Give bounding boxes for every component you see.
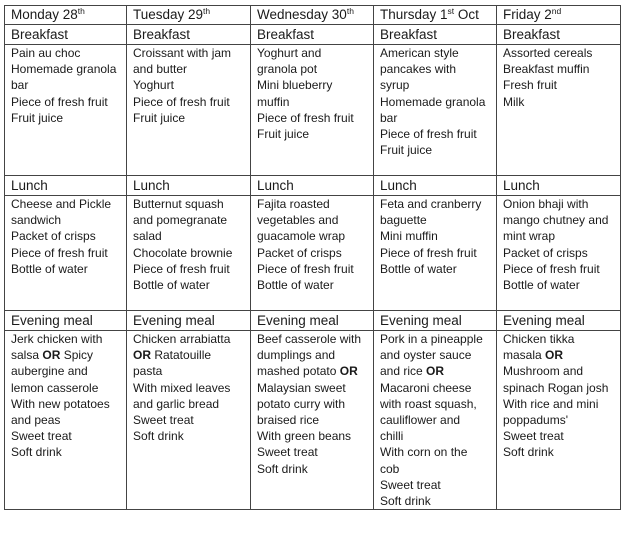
menu-item-line (503, 94, 620, 110)
menu-item-line (133, 261, 250, 277)
menu-item-line (380, 110, 496, 126)
menu-item-text: Piece of fresh fruit (257, 261, 354, 276)
menu-item-line (257, 61, 373, 77)
menu-item-text: Cheese and Pickle (11, 197, 112, 211)
menu-item-text: lemon casserole (11, 380, 99, 395)
menu-item-text: Piece of fresh fruit (11, 94, 108, 109)
menu-item-line (257, 277, 373, 293)
menu-item-line (133, 94, 250, 110)
lunch-label-tuesday: Lunch (127, 176, 251, 196)
menu-item-text: Piece of fresh fruit (503, 261, 600, 276)
menu-item-text: Chicken tikka (503, 332, 575, 346)
breakfast-label-thursday: Breakfast (374, 25, 497, 45)
menu-item-line (503, 261, 620, 277)
menu-item-line (380, 212, 496, 228)
menu-item-line (257, 261, 373, 277)
menu-item-text: Bottle of water (133, 278, 210, 293)
menu-item-text: Soft drink (503, 445, 554, 460)
menu-item-text: sandwich (11, 213, 62, 228)
menu-item-text: Fresh fruit (503, 78, 558, 93)
weekly-menu-table (4, 5, 621, 510)
menu-item-text: Fajita roasted (257, 197, 330, 211)
menu-item-line (503, 61, 620, 77)
menu-item-line (133, 77, 250, 93)
menu-item-line (503, 363, 620, 379)
menu-item-text: With rice and mini (503, 396, 599, 411)
menu-item-text: With green beans (257, 429, 352, 444)
menu-item-line (257, 331, 373, 347)
breakfast-items-monday (5, 45, 127, 176)
menu-item-line (133, 45, 250, 61)
menu-item-line (380, 245, 496, 261)
menu-item-line (380, 380, 496, 396)
or-keyword: OR (42, 348, 61, 363)
menu-item-line (133, 380, 250, 396)
menu-item-line (257, 94, 373, 110)
menu-item-line (257, 228, 373, 244)
menu-item-text: Fruit juice (257, 127, 310, 142)
menu-item-text: aubergine and (11, 364, 88, 379)
menu-item-text: cauliflower and (380, 413, 461, 428)
lunch-items-monday (5, 196, 127, 311)
day-header-row (5, 6, 621, 25)
menu-item-text: poppadums' (503, 413, 569, 428)
menu-item-line (380, 347, 496, 363)
menu-item-line (133, 412, 250, 428)
menu-item-text: Sweet treat (257, 445, 318, 460)
evening-meal-items-thursday (374, 331, 497, 510)
evening-meal-label-wednesday: Evening meal (251, 311, 374, 331)
menu-item-text: bar (11, 78, 29, 93)
day-header-wednesday: Wednesday 30th (251, 6, 374, 25)
evening-meal-label-friday: Evening meal (497, 311, 621, 331)
menu-item-line (11, 45, 126, 61)
menu-item-text: chilli (380, 429, 404, 444)
menu-item-line (380, 261, 496, 277)
menu-item-line (133, 196, 250, 212)
menu-item-text: muffin (257, 94, 290, 109)
breakfast-label-friday: Breakfast (497, 25, 621, 45)
menu-item-text: Ratatouille (151, 348, 212, 363)
breakfast-items-row (5, 45, 621, 176)
menu-item-line (257, 77, 373, 93)
menu-item-line (257, 126, 373, 142)
menu-item-line (257, 428, 373, 444)
evening-meal-items-monday (5, 331, 127, 510)
breakfast-items-tuesday (127, 45, 251, 176)
menu-item-text: and rice (380, 364, 427, 379)
menu-item-line (257, 212, 373, 228)
evening-meal-items-row (5, 331, 621, 510)
menu-item-text: cob (380, 461, 400, 476)
menu-item-line (11, 228, 126, 244)
menu-item-line (257, 396, 373, 412)
menu-item-line (11, 77, 126, 93)
menu-item-text: and garlic bread (133, 396, 220, 411)
menu-item-text: Butternut squash (133, 197, 224, 211)
menu-item-text: Mini blueberry (257, 78, 333, 93)
breakfast-label-wednesday: Breakfast (251, 25, 374, 45)
menu-item-text: Soft drink (380, 494, 431, 509)
menu-item-text: Jerk chicken with (11, 332, 103, 346)
menu-item-text: Bottle of water (503, 278, 580, 293)
menu-item-text: salsa (11, 348, 43, 363)
evening-meal-label-row (5, 311, 621, 331)
menu-item-text: Spicy (60, 348, 94, 363)
menu-item-text: Soft drink (11, 445, 62, 460)
menu-item-line (133, 245, 250, 261)
or-keyword: OR (133, 348, 151, 363)
menu-item-text: Sweet treat (503, 429, 564, 444)
menu-item-text: With mixed leaves (133, 380, 231, 395)
menu-item-text: and peas (11, 413, 61, 428)
menu-item-line (380, 331, 496, 347)
menu-item-text: braised rice (257, 413, 320, 428)
menu-item-line (11, 212, 126, 228)
lunch-items-thursday (374, 196, 497, 311)
menu-item-text: Breakfast muffin (503, 62, 590, 77)
menu-item-line (503, 347, 620, 363)
menu-item-line (503, 428, 620, 444)
menu-item-text: and pomegranate (133, 213, 228, 228)
breakfast-items-friday (497, 45, 621, 176)
menu-item-line (133, 428, 250, 444)
evening-meal-label-monday: Evening meal (5, 311, 127, 331)
menu-item-text: bar (380, 110, 398, 125)
menu-item-line (11, 61, 126, 77)
breakfast-label-tuesday: Breakfast (127, 25, 251, 45)
menu-item-text: American style (380, 46, 459, 60)
menu-item-text: syrup (380, 78, 410, 93)
menu-item-text: and oyster sauce (380, 348, 472, 363)
menu-item-text: Beef casserole with (257, 332, 362, 346)
evening-meal-items-tuesday (127, 331, 251, 510)
menu-item-line (257, 110, 373, 126)
menu-item-line (257, 380, 373, 396)
menu-item-text: Piece of fresh fruit (257, 110, 354, 125)
menu-item-text: Fruit juice (11, 110, 64, 125)
lunch-items-wednesday (251, 196, 374, 311)
menu-item-text: pasta (133, 364, 163, 379)
menu-item-text: Mushroom and (503, 364, 584, 379)
menu-item-text: with roast squash, (380, 396, 477, 411)
menu-item-text: Malaysian sweet (257, 380, 346, 395)
menu-item-text: masala (503, 348, 546, 363)
menu-item-line (380, 444, 496, 460)
menu-item-line (11, 94, 126, 110)
menu-item-text: Yoghurt (133, 78, 174, 93)
day-header-tuesday: Tuesday 29th (127, 6, 251, 25)
menu-item-text: Piece of fresh fruit (11, 245, 108, 260)
menu-item-text: With corn on the (380, 445, 468, 460)
menu-item-line (11, 428, 126, 444)
menu-item-line (503, 228, 620, 244)
menu-item-text: Pain au choc (11, 46, 81, 60)
menu-item-line (257, 45, 373, 61)
menu-item-line (380, 196, 496, 212)
menu-item-line (11, 412, 126, 428)
menu-item-text: spinach Rogan josh (503, 380, 609, 395)
breakfast-items-wednesday (251, 45, 374, 176)
or-keyword: OR (545, 348, 564, 363)
menu-item-text: Croissant with jam (133, 46, 232, 60)
menu-item-line (503, 380, 620, 396)
menu-item-text: Bottle of water (257, 278, 334, 293)
menu-item-line (503, 245, 620, 261)
or-keyword: OR (426, 364, 445, 379)
menu-item-text: granola pot (257, 62, 318, 77)
day-header-friday: Friday 2nd (497, 6, 621, 25)
menu-item-text: Yoghurt and (257, 46, 322, 60)
menu-item-text: Piece of fresh fruit (380, 127, 477, 142)
menu-item-line (257, 444, 373, 460)
menu-item-line (11, 245, 126, 261)
menu-item-line (503, 412, 620, 428)
menu-item-line (11, 347, 126, 363)
breakfast-label-row (5, 25, 621, 45)
lunch-label-friday: Lunch (497, 176, 621, 196)
day-header-monday: Monday 28th (5, 6, 127, 25)
menu-item-text: Pork in a pineapple (380, 332, 483, 346)
menu-item-text: mint wrap (503, 229, 556, 244)
menu-item-line (503, 77, 620, 93)
menu-item-line (380, 126, 496, 142)
evening-meal-items-friday (497, 331, 621, 510)
menu-item-text: Fruit juice (133, 110, 186, 125)
menu-item-line (257, 245, 373, 261)
menu-item-line (257, 412, 373, 428)
or-keyword: OR (339, 364, 358, 379)
menu-item-line (380, 477, 496, 493)
menu-item-line (503, 277, 620, 293)
menu-item-text: Piece of fresh fruit (133, 261, 230, 276)
menu-item-line (380, 461, 496, 477)
lunch-label-thursday: Lunch (374, 176, 497, 196)
menu-item-line (380, 77, 496, 93)
menu-item-text: Soft drink (257, 461, 308, 476)
menu-item-line (380, 228, 496, 244)
menu-item-line (380, 45, 496, 61)
menu-item-text: Macaroni cheese (380, 380, 472, 395)
menu-item-text: Piece of fresh fruit (380, 245, 477, 260)
menu-item-text: Feta and cranberry (380, 197, 482, 211)
menu-item-line (133, 363, 250, 379)
menu-item-text: Milk (503, 94, 525, 109)
menu-item-line (257, 347, 373, 363)
menu-item-line (11, 261, 126, 277)
menu-item-line (133, 228, 250, 244)
menu-item-line (11, 444, 126, 460)
menu-item-text: Fruit juice (380, 143, 433, 158)
menu-item-text: Packet of crisps (503, 245, 588, 260)
menu-item-line (133, 277, 250, 293)
menu-item-line (380, 396, 496, 412)
menu-item-text: With new potatoes (11, 396, 110, 411)
menu-item-text: guacamole wrap (257, 229, 346, 244)
evening-meal-label-thursday: Evening meal (374, 311, 497, 331)
menu-item-line (380, 142, 496, 158)
menu-item-text: dumplings and (257, 348, 336, 363)
menu-item-text: Bottle of water (11, 261, 88, 276)
menu-item-line (11, 396, 126, 412)
menu-item-line (133, 331, 250, 347)
menu-item-text: Homemade granola (380, 94, 486, 109)
menu-item-text: baguette (380, 213, 427, 228)
menu-item-text: potato curry with (257, 396, 346, 411)
menu-item-text: mango chutney and (503, 213, 609, 228)
menu-item-text: Bottle of water (380, 261, 457, 276)
menu-item-line (503, 196, 620, 212)
menu-item-line (133, 396, 250, 412)
menu-item-text: Chocolate brownie (133, 245, 233, 260)
menu-item-text: and butter (133, 62, 188, 77)
menu-item-text: Soft drink (133, 429, 184, 444)
menu-item-text: Chicken arrabiatta (133, 332, 231, 346)
menu-item-line (380, 428, 496, 444)
menu-item-line (11, 363, 126, 379)
menu-item-text: Packet of crisps (257, 245, 342, 260)
menu-item-line (257, 363, 373, 379)
menu-item-line (380, 94, 496, 110)
day-header-thursday: Thursday 1st Oct (374, 6, 497, 25)
lunch-items-friday (497, 196, 621, 311)
lunch-items-tuesday (127, 196, 251, 311)
menu-item-text: pancakes with (380, 62, 457, 77)
menu-item-text: Sweet treat (133, 413, 194, 428)
menu-item-line (11, 110, 126, 126)
menu-item-text: mashed potato (257, 364, 340, 379)
menu-item-text: Assorted cereals (503, 46, 593, 60)
menu-item-line (133, 212, 250, 228)
menu-item-line (133, 61, 250, 77)
menu-item-text: Sweet treat (380, 477, 441, 492)
menu-item-line (380, 363, 496, 379)
menu-item-line (380, 493, 496, 509)
menu-item-line (11, 196, 126, 212)
menu-item-line (380, 61, 496, 77)
menu-item-text: Homemade granola (11, 62, 117, 77)
menu-item-text: Packet of crisps (11, 229, 96, 244)
menu-item-line (503, 212, 620, 228)
menu-item-line (257, 461, 373, 477)
lunch-label-monday: Lunch (5, 176, 127, 196)
menu-item-line (503, 331, 620, 347)
menu-item-text: salad (133, 229, 162, 244)
menu-item-text: Piece of fresh fruit (133, 94, 230, 109)
lunch-label-wednesday: Lunch (251, 176, 374, 196)
menu-item-line (257, 196, 373, 212)
menu-item-line (133, 110, 250, 126)
menu-item-line (11, 331, 126, 347)
menu-item-text: Sweet treat (11, 429, 72, 444)
lunch-label-row (5, 176, 621, 196)
menu-item-text: Onion bhaji with (503, 197, 589, 211)
breakfast-label-monday: Breakfast (5, 25, 127, 45)
menu-item-line (133, 347, 250, 363)
menu-item-line (503, 444, 620, 460)
menu-item-text: vegetables and (257, 213, 339, 228)
menu-item-line (503, 396, 620, 412)
lunch-items-row (5, 196, 621, 311)
evening-meal-items-wednesday (251, 331, 374, 510)
evening-meal-label-tuesday: Evening meal (127, 311, 251, 331)
menu-item-line (503, 45, 620, 61)
menu-item-text: Mini muffin (380, 229, 438, 244)
breakfast-items-thursday (374, 45, 497, 176)
menu-item-line (11, 380, 126, 396)
menu-item-line (380, 412, 496, 428)
